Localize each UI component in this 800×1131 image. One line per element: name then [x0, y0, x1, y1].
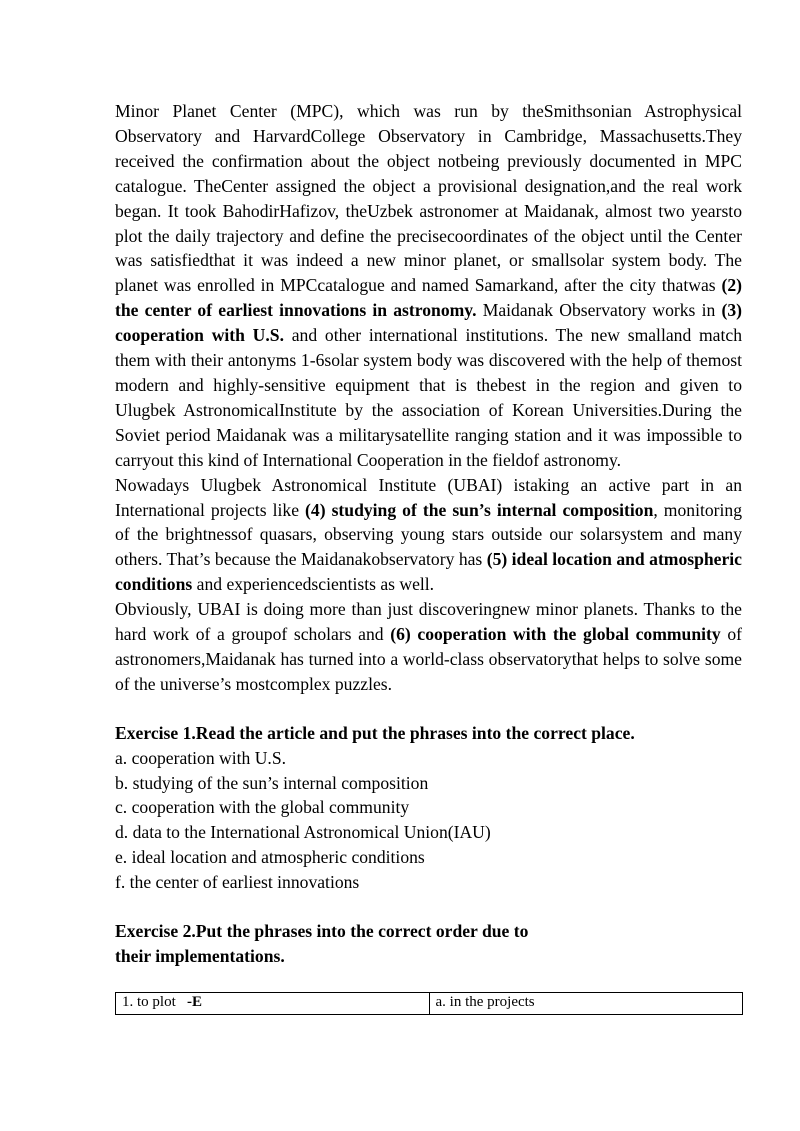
- paragraph-text: and experiencedscientists as well.: [192, 574, 435, 595]
- highlighted-phrase-3: (3) cooperation with U.S.: [115, 300, 742, 346]
- article-body: [115, 99, 742, 697]
- exercise-2-title: [115, 919, 575, 969]
- highlighted-phrase-5: (5) ideal location and atmospheric conditions: [115, 549, 742, 595]
- highlighted-phrase-2: (2) the center of earliest innovations in astronomy.: [115, 275, 742, 321]
- table-cell-right: a. in the projects: [429, 992, 743, 1014]
- exercise-1-option-d: d. data to the International Astronomical Union(IAU): [115, 822, 491, 843]
- exercise-1-options: [115, 746, 742, 895]
- paragraph-text: of astronomers,Maidanak has turned into a world-class observatorythat helps to solve some of the universe’s mostcomplex puzzles.: [115, 624, 742, 694]
- exercise-1-option-e: e. ideal location and atmospheric conditions: [115, 847, 425, 868]
- paragraph-text: Minor Planet Center (MPC), which was run by theSmithsonian Astrophysical Observatory and HarvardCollege Observatory in Cambridge, Massachusetts.They received the confirmation about the object notbeing previously documented in MPC catalogue. TheCenter assigned the object a provisional designation,and the real work began. It took BahodirHafizov, theUzbek astronomer at Maidanak, almost two yearsto plot the daily trajectory and define the precisecoordinates of the object until the Center was satisfiedthat it was indeed a new minor planet, or smallsolar system body. The planet was enrolled in MPCcatalogue and named Samarkand, after the city thatwas: [115, 101, 742, 296]
- phrase-text: 1. to plot: [122, 993, 176, 1010]
- paragraph-text: Maidanak Observatory works in: [476, 300, 722, 321]
- exercise-2-title-line-1: Exercise 2.Put the phrases into the correct order due to: [115, 921, 529, 942]
- paragraph-text: Nowadays Ulugbek Astronomical Institute (UBAI) istaking an active part in an International projects like: [115, 474, 742, 520]
- exercise-1-title: Exercise 1.Read the article and put the phrases into the correct place.: [115, 722, 635, 743]
- article-paragraph-3: [115, 597, 742, 697]
- exercise-1: [115, 721, 742, 895]
- table-cell-left: [116, 992, 430, 1014]
- highlighted-phrase-4: (4) studying of the sun’s internal composition: [305, 499, 654, 520]
- exercise-1-option-a: a. cooperation with U.S.: [115, 747, 287, 768]
- table-row: [116, 992, 743, 1014]
- paragraph-text: Obviously, UBAI is doing more than just discoveringnew minor planets. Thanks to the hard work of a groupof scholars and: [115, 599, 742, 645]
- exercise-2-title-line-2: their implementations.: [115, 946, 285, 966]
- exercise-1-option-f: f. the center of earliest innovations: [115, 872, 360, 893]
- highlighted-phrase-6: (6) cooperation with the global community: [390, 624, 721, 645]
- answer-text: -E: [187, 993, 203, 1010]
- paragraph-text: , monitoring of the brightnessof quasars, observing young stars outside our solarsystem and many others. That’s because the Maidanakobservatory has: [115, 499, 742, 570]
- exercise-2-table: [115, 992, 743, 1015]
- paragraph-text: and other international institutions. The new smalland match them with their antonyms 1-6solar system body was discovered with the help of themost modern and highly-sensitive equipment that is thebest in the region and given to Ulugbek AstronomicalInstitute by the association of Korean Universities.During the Soviet period Maidanak was a militarysatellite ranging station and it was impossible to carryout this kind of International Cooperation in the fieldof astronomy.: [115, 325, 742, 470]
- exercise-1-option-c: c. cooperation with the global community: [115, 797, 410, 818]
- article-paragraph-1: [115, 99, 742, 473]
- article-paragraph-2: [115, 473, 742, 598]
- exercise-1-option-b: b. studying of the sun’s internal composition: [115, 772, 429, 793]
- exercise-2: [115, 919, 742, 1015]
